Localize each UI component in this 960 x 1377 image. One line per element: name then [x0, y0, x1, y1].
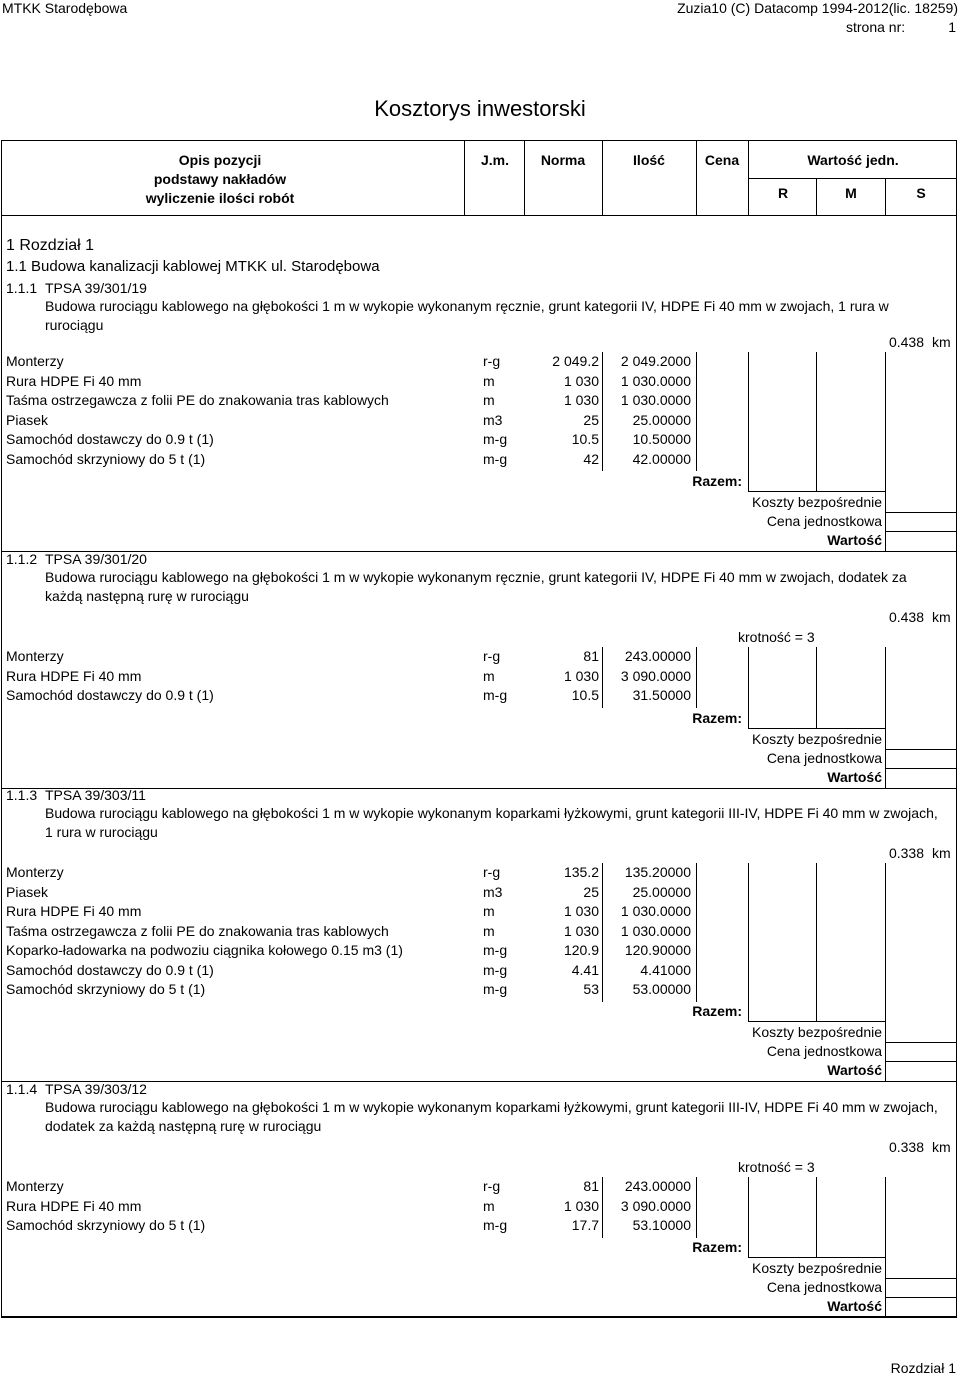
wartosc-label: Wartość [827, 532, 882, 548]
resource-name: Monterzy [6, 648, 64, 664]
resource-norma: 81 [583, 648, 599, 664]
position-quantity: 0.338 [888, 845, 924, 861]
position-multiplier: krotność = 3 [738, 1159, 815, 1175]
resource-norma: 10.5 [571, 687, 599, 703]
resource-unit: m-g [483, 431, 508, 447]
resource-quantity: 135.20000 [624, 864, 691, 880]
summary-divider [885, 1042, 957, 1043]
summary-divider [816, 470, 817, 491]
resource-name: Koparko-ładowarka na podwoziu ciągnika kołowego 0.15 m3 (1) [6, 942, 403, 958]
document-title: Kosztorys inwestorski [374, 96, 586, 121]
resource-name: Samochód skrzyniowy do 5 t (1) [6, 1217, 206, 1233]
resource-norma: 1 030 [563, 392, 599, 408]
header-ilosc: Ilość [633, 152, 665, 168]
resource-name: Taśma ostrzegawcza z folii PE do znakowania tras kablowych [6, 922, 389, 939]
resource-quantity: 120.90000 [624, 942, 691, 958]
column-divider [748, 1177, 749, 1238]
resource-unit: m [483, 922, 495, 939]
resource-unit: m-g [483, 1217, 508, 1233]
column-divider [816, 1177, 817, 1238]
summary-divider [748, 707, 749, 729]
resource-unit: m [483, 667, 495, 684]
resource-unit: m-g [483, 961, 508, 978]
header-divider [602, 140, 603, 215]
summary-divider [885, 1297, 957, 1298]
wartosc-label: Wartość [827, 1298, 882, 1314]
summary-divider [885, 1001, 886, 1082]
summary-divider [748, 1001, 749, 1022]
resource-quantity: 243.00000 [624, 1178, 691, 1194]
resource-norma: 1 030 [563, 903, 599, 919]
resource-norma: 4.41 [571, 961, 599, 978]
summary-divider [748, 1237, 749, 1258]
resource-quantity: 3 090.0000 [620, 1197, 691, 1214]
razem-label: Razem: [692, 1003, 742, 1019]
footer-chapter: Rozdział 1 [890, 1360, 956, 1376]
resource-name: Taśma ostrzegawcza z folii PE do znakowania tras kablowych [6, 392, 389, 408]
resource-quantity: 243.00000 [624, 648, 691, 664]
position-code: TPSA 39/301/19 [45, 280, 147, 296]
resource-unit: m-g [483, 942, 508, 958]
position-code: TPSA 39/303/11 [45, 787, 146, 803]
resource-quantity: 1 030.0000 [620, 903, 691, 919]
resource-name: Samochód skrzyniowy do 5 t (1) [6, 981, 206, 997]
column-divider [816, 863, 817, 1002]
column-divider [696, 1177, 697, 1238]
summary-divider [885, 1278, 957, 1279]
resource-norma: 81 [583, 1178, 599, 1194]
header-norma: Norma [540, 152, 586, 168]
header-divider [885, 178, 886, 215]
resource-name: Piasek [6, 883, 49, 900]
position-quantity: 0.438 [888, 609, 924, 625]
summary-divider [816, 707, 817, 729]
chapter-title: 1 Rozdział 1 [6, 237, 95, 254]
header-wartosc-jedn: Wartość jedn. [807, 152, 899, 168]
column-divider [696, 647, 697, 708]
position-description: Budowa rurociągu kablowego na głębokości 1 m w wykopie wykonanym ręcznie, grunt kategorii IV, HDPE Fi 40 mm w zwojach, 1 rura w rurociągu [45, 298, 889, 333]
column-divider [885, 647, 886, 708]
resource-quantity: 25.00000 [632, 411, 691, 428]
summary-divider [748, 728, 886, 729]
summary-divider [885, 768, 957, 769]
cena-jednostkowa-label: Cena jednostkowa [766, 1043, 882, 1059]
column-divider [602, 647, 603, 708]
cena-jednostkowa-label: Cena jednostkowa [766, 750, 882, 766]
position-bottom-line [1, 1317, 957, 1318]
razem-label: Razem: [692, 710, 742, 726]
resource-norma: 17.7 [571, 1217, 599, 1233]
header-divider [524, 140, 525, 215]
koszty-bezposrednie-label: Koszty bezpośrednie [752, 1260, 882, 1276]
summary-divider [885, 512, 957, 513]
resource-norma: 1 030 [563, 667, 599, 684]
header-desc-line2: podstawy nakładów [153, 171, 287, 187]
resource-norma: 1 030 [563, 922, 599, 939]
wartosc-label: Wartość [827, 1062, 882, 1078]
resource-unit: r-g [483, 864, 501, 880]
position-code: TPSA 39/303/12 [45, 1081, 147, 1097]
header-bottom-line [1, 215, 957, 216]
position-description: Budowa rurociągu kablowego na głębokości 1 m w wykopie wykonanym ręcznie, grunt kategorii IV, HDPE Fi 40 mm w zwojach, dodatek za każdą następną rurę w rurociągu [45, 569, 907, 604]
column-divider [816, 352, 817, 471]
header-divider [696, 140, 697, 215]
resource-unit: m-g [483, 450, 508, 467]
resource-unit: m [483, 392, 495, 408]
resource-quantity: 1 030.0000 [620, 922, 691, 939]
resource-quantity: 1 030.0000 [620, 392, 691, 408]
column-divider [696, 352, 697, 471]
resource-norma: 135.2 [563, 864, 599, 880]
resource-quantity: 4.41000 [640, 961, 691, 978]
summary-divider [748, 470, 749, 491]
resource-quantity: 1 030.0000 [620, 372, 691, 389]
summary-divider [816, 1001, 817, 1022]
position-unit: km [932, 845, 951, 861]
header-s: S [916, 185, 926, 201]
koszty-bezposrednie-label: Koszty bezpośrednie [752, 494, 882, 510]
resource-norma: 42 [583, 450, 599, 467]
resource-unit: m3 [483, 883, 503, 900]
position-quantity: 0.438 [888, 334, 924, 350]
resource-quantity: 31.50000 [632, 687, 691, 703]
cena-jednostkowa-label: Cena jednostkowa [766, 513, 882, 529]
resource-unit: r-g [483, 1178, 501, 1194]
column-divider [748, 863, 749, 1002]
summary-divider [885, 1061, 957, 1062]
resource-unit: m [483, 372, 495, 389]
resource-unit: r-g [483, 353, 501, 369]
resource-unit: m [483, 1197, 495, 1214]
header-divider [748, 178, 957, 179]
header-desc-line1: Opis pozycji [178, 152, 262, 168]
summary-divider [885, 1237, 886, 1318]
resource-quantity: 25.00000 [632, 883, 691, 900]
column-divider [602, 863, 603, 1002]
position-description: Budowa rurociągu kablowego na głębokości 1 m w wykopie wykonanym koparkami łyżkowymi, grunt kategorii III-IV, HDPE Fi 40 mm w zwojach, dodatek za każdą następną rurę w rurociągu [45, 1099, 938, 1134]
resource-name: Monterzy [6, 864, 64, 880]
resource-name: Monterzy [6, 353, 64, 369]
resource-name: Samochód skrzyniowy do 5 t (1) [6, 450, 206, 467]
cena-jednostkowa-label: Cena jednostkowa [766, 1279, 882, 1295]
resource-norma: 1 030 [563, 372, 599, 389]
summary-divider [885, 470, 886, 551]
resource-unit: m3 [483, 411, 503, 428]
resource-quantity: 42.00000 [632, 450, 691, 467]
wartosc-label: Wartość [827, 769, 882, 785]
resource-name: Piasek [6, 411, 49, 428]
page-number: 1 [948, 19, 956, 35]
koszty-bezposrednie-label: Koszty bezpośrednie [752, 731, 882, 747]
resource-norma: 25 [583, 411, 599, 428]
summary-divider [748, 491, 886, 492]
summary-divider [885, 531, 957, 532]
position-quantity: 0.338 [888, 1139, 924, 1155]
company-name: MTKK Starodębowa [2, 0, 128, 16]
resource-name: Rura HDPE Fi 40 mm [6, 372, 142, 389]
resource-quantity: 3 090.0000 [620, 667, 691, 684]
summary-divider [816, 1237, 817, 1258]
resource-norma: 120.9 [563, 942, 599, 958]
resource-name: Samochód dostawczy do 0.9 t (1) [6, 431, 214, 447]
summary-divider [748, 1021, 886, 1022]
resource-name: Rura HDPE Fi 40 mm [6, 903, 142, 919]
resource-name: Monterzy [6, 1178, 64, 1194]
position-number: 1.1.3 [6, 787, 38, 803]
resource-quantity: 53.10000 [632, 1217, 691, 1233]
resource-quantity: 2 049.2000 [620, 353, 691, 369]
resource-unit: m-g [483, 981, 508, 997]
column-divider [885, 352, 886, 471]
position-number: 1.1.2 [6, 551, 38, 567]
resource-name: Samochód dostawczy do 0.9 t (1) [6, 687, 214, 703]
header-divider [816, 178, 817, 215]
column-divider [885, 863, 886, 1002]
summary-divider [885, 707, 886, 789]
resource-name: Samochód dostawczy do 0.9 t (1) [6, 961, 214, 978]
resource-unit: m-g [483, 687, 508, 703]
resource-unit: r-g [483, 648, 501, 664]
resource-name: Rura HDPE Fi 40 mm [6, 667, 142, 684]
header-jm: J.m. [480, 152, 509, 168]
summary-divider [885, 749, 957, 750]
koszty-bezposrednie-label: Koszty bezpośrednie [752, 1024, 882, 1040]
column-divider [696, 863, 697, 1002]
summary-divider [748, 1257, 886, 1258]
razem-label: Razem: [692, 1239, 742, 1255]
header-cena: Cena [704, 152, 740, 168]
resource-quantity: 10.50000 [632, 431, 691, 447]
software-info: Zuzia10 (C) Datacomp 1994-2012(lic. 18259) [677, 0, 958, 16]
resource-unit: m [483, 903, 495, 919]
column-divider [885, 1177, 886, 1238]
resource-quantity: 53.00000 [632, 981, 691, 997]
position-number: 1.1.4 [6, 1081, 38, 1097]
column-divider [748, 647, 749, 708]
razem-label: Razem: [692, 473, 742, 489]
resource-norma: 10.5 [571, 431, 599, 447]
header-r: R [777, 185, 789, 201]
column-divider [602, 352, 603, 471]
resource-norma: 25 [583, 883, 599, 900]
position-multiplier: krotność = 3 [738, 629, 815, 645]
resource-norma: 1 030 [563, 1197, 599, 1214]
resource-name: Rura HDPE Fi 40 mm [6, 1197, 142, 1214]
column-divider [816, 647, 817, 708]
column-divider [602, 1177, 603, 1238]
position-code: TPSA 39/301/20 [45, 551, 147, 567]
position-unit: km [932, 609, 951, 625]
resource-norma: 2 049.2 [552, 353, 599, 369]
position-description: Budowa rurociągu kablowego na głębokości 1 m w wykopie wykonanym koparkami łyżkowymi, grunt kategorii III-IV, HDPE Fi 40 mm w zwojach, 1 rura w rurociągu [45, 805, 938, 840]
position-number: 1.1.1 [6, 280, 38, 296]
position-unit: km [932, 334, 951, 350]
page-number-label: strona nr: [846, 19, 906, 35]
resource-norma: 53 [583, 981, 599, 997]
header-divider [464, 140, 465, 215]
position-unit: km [932, 1139, 951, 1155]
subchapter-title: 1.1 Budowa kanalizacji kablowej MTKK ul. Starodębowa [6, 258, 380, 275]
column-divider [748, 352, 749, 471]
header-desc-line3: wyliczenie ilości robót [145, 190, 295, 206]
header-m: M [845, 185, 857, 201]
